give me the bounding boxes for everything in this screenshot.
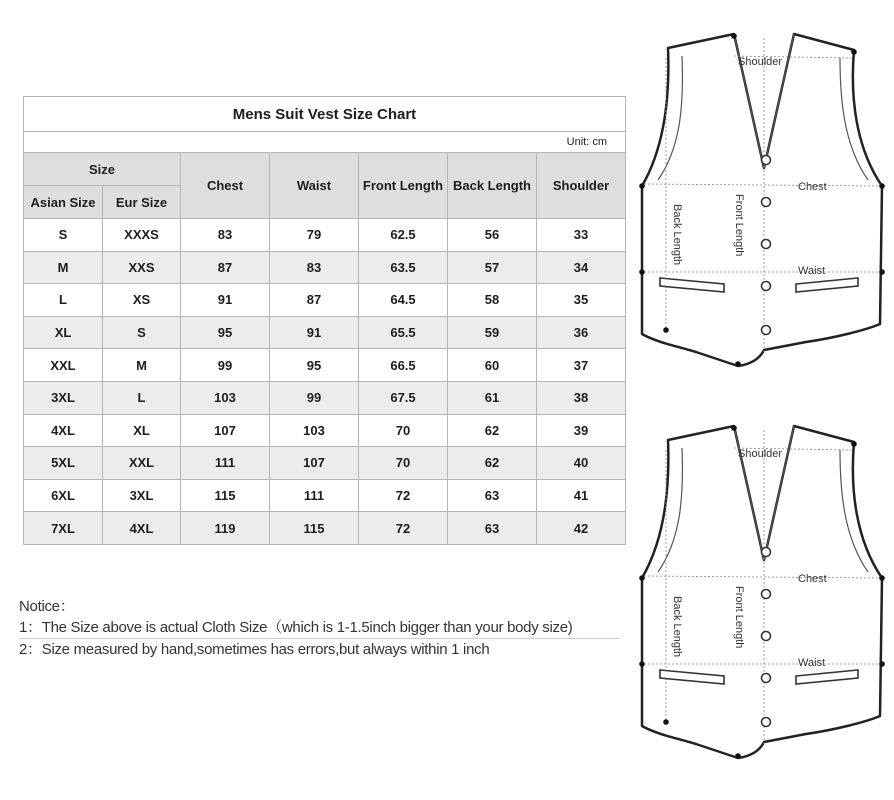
cell-back-length: 61 — [448, 381, 537, 414]
cell-asian-size: L — [24, 284, 103, 317]
label-back-length: Back Length — [671, 596, 683, 658]
label-front-length: Front Length — [733, 194, 745, 257]
table-row — [24, 381, 626, 414]
cell-chest: 107 — [181, 414, 270, 447]
label-back-length: Back Length — [671, 204, 683, 266]
cell-front-length: 70 — [359, 414, 448, 447]
cell-eur-size: M — [103, 349, 181, 382]
vest-pockets — [660, 670, 858, 684]
cell-back-length: 58 — [448, 284, 537, 317]
label-shoulder: Shoulder — [738, 448, 783, 460]
table-row — [24, 479, 626, 512]
cell-shoulder: 37 — [537, 349, 626, 382]
table-row — [24, 512, 626, 545]
cell-shoulder: 40 — [537, 447, 626, 480]
cell-eur-size: 3XL — [103, 479, 181, 512]
table-row — [24, 284, 626, 317]
header-front-length: Front Length — [359, 153, 448, 219]
cell-waist: 87 — [270, 284, 359, 317]
cell-shoulder: 42 — [537, 512, 626, 545]
header-asian-size: Asian Size — [24, 186, 103, 219]
vest-diagram-top — [636, 28, 894, 378]
vest-pockets — [660, 278, 858, 292]
label-waist: Waist — [798, 265, 826, 277]
cell-back-length: 59 — [448, 316, 537, 349]
cell-asian-size: S — [24, 219, 103, 252]
cell-chest: 91 — [181, 284, 270, 317]
cell-waist: 107 — [270, 447, 359, 480]
label-waist: Waist — [798, 657, 826, 669]
cell-eur-size: XL — [103, 414, 181, 447]
cell-chest: 111 — [181, 447, 270, 480]
cell-eur-size: 4XL — [103, 512, 181, 545]
vest-diagram-bottom — [636, 420, 894, 770]
cell-asian-size: 6XL — [24, 479, 103, 512]
cell-back-length: 62 — [448, 447, 537, 480]
cell-asian-size: 7XL — [24, 512, 103, 545]
cell-back-length: 57 — [448, 251, 537, 284]
table-row — [24, 349, 626, 382]
cell-front-length: 65.5 — [359, 316, 448, 349]
cell-eur-size: XXXS — [103, 219, 181, 252]
cell-shoulder: 41 — [537, 479, 626, 512]
header-waist: Waist — [270, 153, 359, 219]
cell-front-length: 64.5 — [359, 284, 448, 317]
cell-waist: 83 — [270, 251, 359, 284]
cell-front-length: 72 — [359, 512, 448, 545]
cell-eur-size: S — [103, 316, 181, 349]
notice-title: Notice： — [19, 598, 75, 615]
cell-chest: 83 — [181, 219, 270, 252]
cell-asian-size: M — [24, 251, 103, 284]
cell-waist: 95 — [270, 349, 359, 382]
header-size: Size — [24, 153, 181, 186]
cell-chest: 119 — [181, 512, 270, 545]
cell-asian-size: 4XL — [24, 414, 103, 447]
cell-chest: 99 — [181, 349, 270, 382]
cell-front-length: 72 — [359, 479, 448, 512]
cell-chest: 95 — [181, 316, 270, 349]
notice-line-2: 2：Size measured by hand,sometimes has errors,but always within 1 inch — [19, 641, 490, 658]
unit-label: Unit: cm — [24, 132, 626, 153]
cell-shoulder: 34 — [537, 251, 626, 284]
cell-front-length: 62.5 — [359, 219, 448, 252]
label-chest: Chest — [798, 573, 827, 585]
cell-asian-size: 5XL — [24, 447, 103, 480]
cell-front-length: 67.5 — [359, 381, 448, 414]
label-shoulder: Shoulder — [738, 56, 783, 68]
header-eur-size: Eur Size — [103, 186, 181, 219]
cell-front-length: 66.5 — [359, 349, 448, 382]
cell-shoulder: 36 — [537, 316, 626, 349]
cell-back-length: 63 — [448, 479, 537, 512]
cell-waist: 103 — [270, 414, 359, 447]
cell-chest: 103 — [181, 381, 270, 414]
cell-front-length: 70 — [359, 447, 448, 480]
header-chest: Chest — [181, 153, 270, 219]
measure-lines — [644, 430, 880, 746]
label-front-length: Front Length — [733, 586, 745, 649]
vest-buttons — [762, 156, 771, 335]
cell-shoulder: 38 — [537, 381, 626, 414]
cell-back-length: 56 — [448, 219, 537, 252]
table-row — [24, 414, 626, 447]
size-chart-table — [23, 96, 626, 545]
cell-shoulder: 35 — [537, 284, 626, 317]
notice-line-1: 1：The Size above is actual Cloth Size（which is 1-1.5inch bigger than your body size) — [19, 617, 619, 639]
cell-waist: 79 — [270, 219, 359, 252]
cell-shoulder: 33 — [537, 219, 626, 252]
cell-eur-size: XS — [103, 284, 181, 317]
table-row — [24, 251, 626, 284]
cell-waist: 99 — [270, 381, 359, 414]
chart-title: Mens Suit Vest Size Chart — [24, 97, 626, 132]
chart-data-rows — [24, 219, 626, 545]
header-back-length: Back Length — [448, 153, 537, 219]
cell-back-length: 60 — [448, 349, 537, 382]
notice-block — [19, 596, 619, 660]
table-row — [24, 219, 626, 252]
cell-chest: 115 — [181, 479, 270, 512]
header-shoulder: Shoulder — [537, 153, 626, 219]
cell-asian-size: XL — [24, 316, 103, 349]
cell-waist: 111 — [270, 479, 359, 512]
measure-lines — [644, 38, 880, 354]
cell-chest: 87 — [181, 251, 270, 284]
cell-eur-size: XXL — [103, 447, 181, 480]
table-row — [24, 447, 626, 480]
cell-eur-size: XXS — [103, 251, 181, 284]
cell-waist: 91 — [270, 316, 359, 349]
cell-back-length: 62 — [448, 414, 537, 447]
table-row — [24, 316, 626, 349]
label-chest: Chest — [798, 181, 827, 193]
cell-waist: 115 — [270, 512, 359, 545]
vest-buttons — [762, 548, 771, 727]
cell-eur-size: L — [103, 381, 181, 414]
cell-front-length: 63.5 — [359, 251, 448, 284]
cell-asian-size: 3XL — [24, 381, 103, 414]
cell-shoulder: 39 — [537, 414, 626, 447]
cell-back-length: 63 — [448, 512, 537, 545]
cell-asian-size: XXL — [24, 349, 103, 382]
